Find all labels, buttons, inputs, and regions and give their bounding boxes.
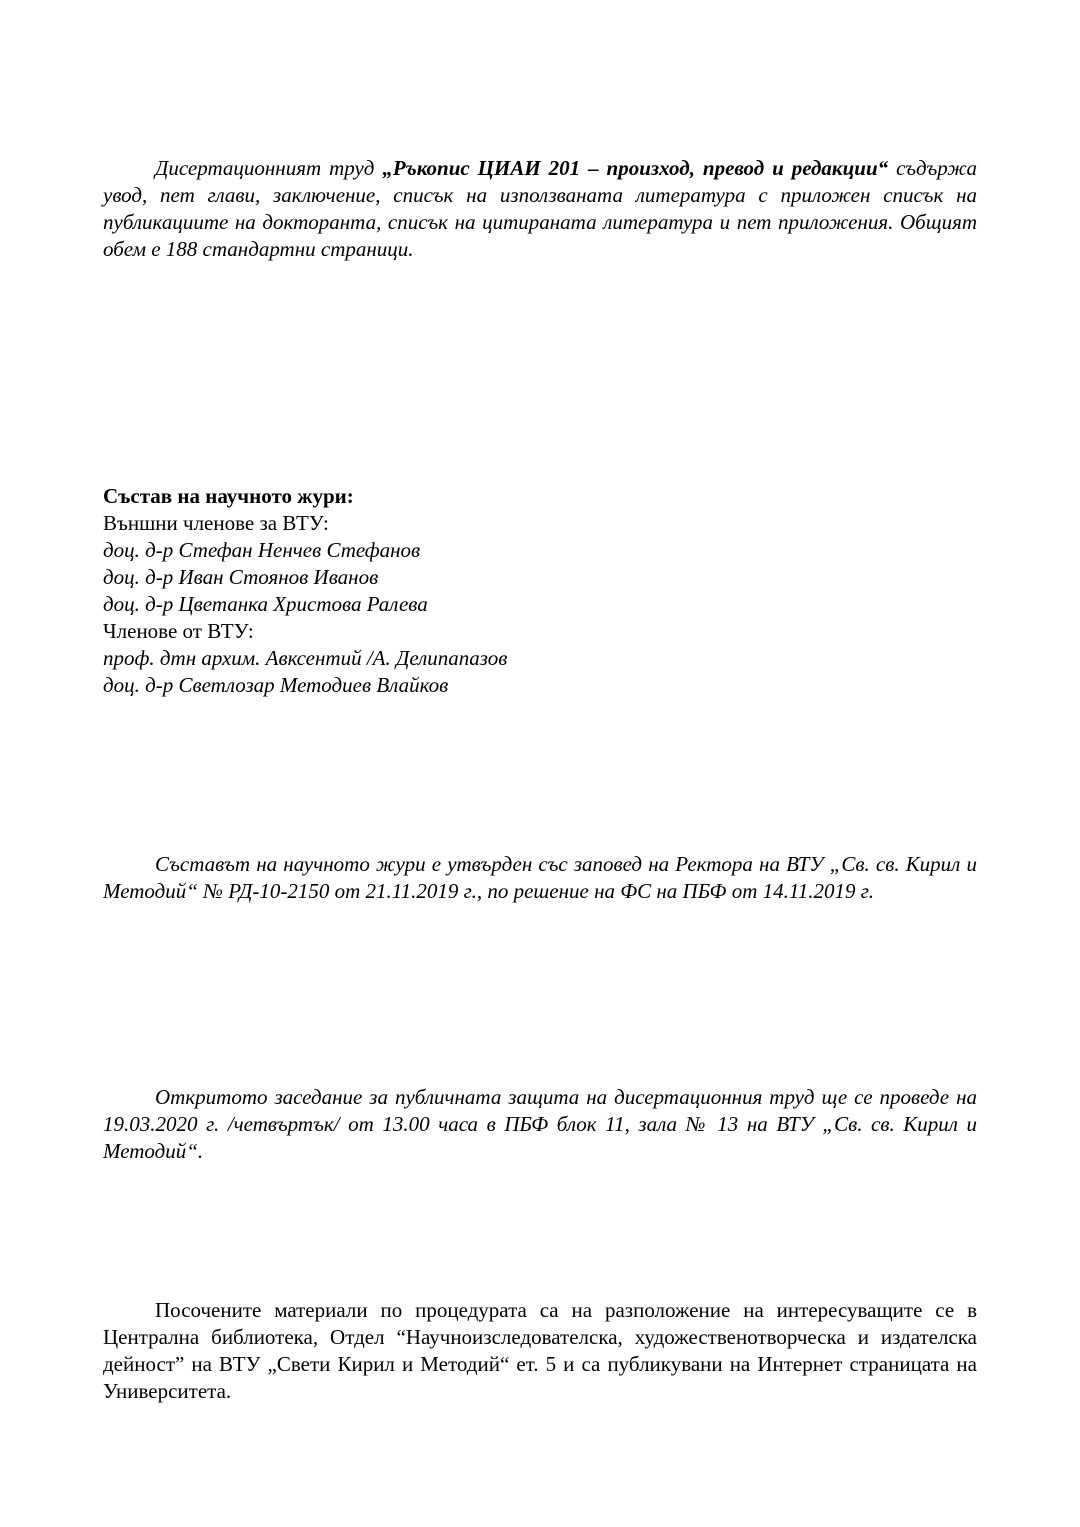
- internal-member: доц. д-р Светлозар Методиев Влайков: [103, 673, 449, 697]
- materials-availability-paragraph: Посочените материали по процедурата са на разположение на интересуващите се в Централна библиотека, Отдел “Научноизследователска, художественотворческа и издателска дейност” на ВТУ „Свети Кирил и Методий“ ет. 5 и са публикувани на Интернет страницата на Университета.: [103, 1298, 977, 1403]
- dissertation-title: „Ръкопис ЦИАИ 201 – произход, превод и редакции“: [382, 156, 889, 180]
- jury-approval-paragraph: Съставът на научното жури е утвърден със заповед на Ректора на ВТУ „Св. св. Кирил и Методий“ № РД-10-2150 от 21.11.2019 г., по решение на ФС на ПБФ от 14.11.2019 г.: [103, 852, 977, 903]
- external-member: доц. д-р Иван Стоянов Иванов: [103, 565, 379, 589]
- jury-section: [103, 483, 977, 699]
- jury-heading: Състав на научното жури:: [103, 484, 354, 508]
- external-member: доц. д-р Цветанка Христова Ралева: [103, 592, 428, 616]
- internal-member: проф. дтн архим. Авксентий /А. Делипапазов: [103, 646, 508, 670]
- intro-rest-text: съдържа увод, пет глави, заключение, списък на използваната литература с приложен списък на публикациите на докторанта, списък на цитираната литература и пет приложения. Общият обем е 188 стандартни страници.: [103, 156, 977, 261]
- dissertation-intro-paragraph: [103, 155, 977, 263]
- external-member: доц. д-р Стефан Ненчев Стефанов: [103, 538, 421, 562]
- external-members-label: Външни членове за ВТУ:: [103, 511, 329, 535]
- intro-lead-text: Дисертационният труд: [155, 156, 383, 180]
- internal-members-label: Членове от ВТУ:: [103, 619, 254, 643]
- public-defense-paragraph: Откритото заседание за публичната защита на дисертационния труд ще се проведе на 19.03.2020 г. /четвъртък/ от 13.00 часа в ПБФ блок 11, зала № 13 на ВТУ „Св. св. Кирил и Методий“.: [103, 1085, 977, 1163]
